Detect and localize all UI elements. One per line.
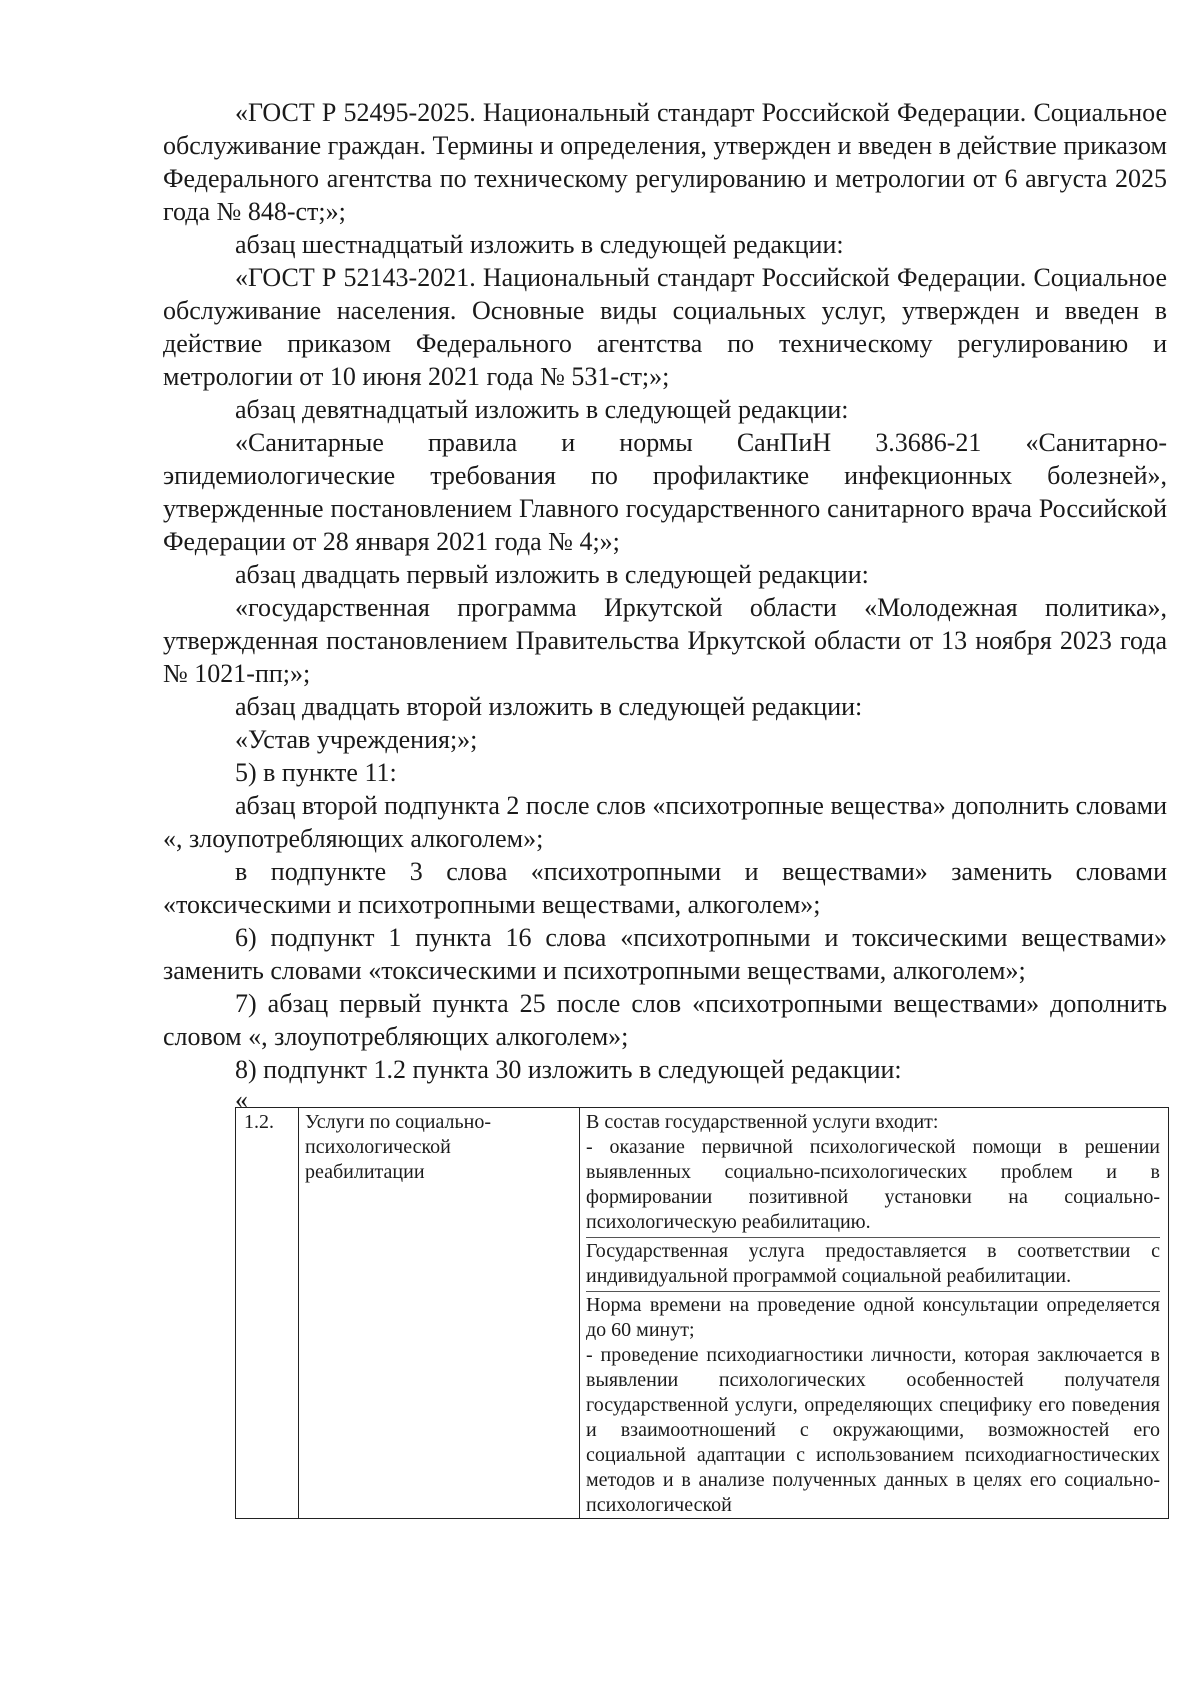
paragraph-gosprogramma: «государственная программа Иркутской области «Молодежная политика», утвержденная постановлением Правительства Иркутской области от 13 ноября 2023 года № 1021-пп;»;: [163, 593, 1167, 688]
paragraph-subpunkt-3: в подпункте 3 слова «психотропными и веществами» заменить словами «токсическими и психотропными веществами, алкоголем»;: [163, 857, 1167, 919]
service-name-cell: Услуги по социально-психологической реабилитации: [299, 1108, 580, 1519]
paragraph-punkt-30: 8) подпункт 1.2 пункта 30 изложить в следующей редакции:: [235, 1055, 902, 1084]
description-intro: В состав государственной услуги входит:: [586, 1111, 939, 1133]
paragraph-gost-52495: «ГОСТ Р 52495-2025. Национальный стандарт Российской Федерации. Социальное обслуживание граждан. Термины и определения, утвержден и введен в действие приказом Федерального агентства по техническому регулированию и метрологии от 6 августа 2025 года № 848-ст;»;: [163, 98, 1167, 226]
paragraph-ustav: «Устав учреждения;»;: [235, 725, 478, 754]
paragraph-abzac-21: абзац двадцать первый изложить в следующей редакции:: [235, 560, 869, 589]
description-item-first-aid: - оказание первичной психологической помощи в решении выявленных социально-психологических проблем и в формировании позитивной установки на социально-психологическую реабилитацию.: [586, 1136, 1160, 1233]
description-block: [586, 1110, 1160, 1235]
row-number-cell: 1.2.: [236, 1108, 299, 1519]
paragraph-punkt-16: 6) подпункт 1 пункта 16 слова «психотропными и токсическими веществами» заменить словами «токсическими и психотропными веществами, алкоголем»;: [163, 923, 1167, 985]
paragraph-punkt-25: 7) абзац первый пункта 25 после слов «психотропными веществами» дополнить словом «, злоупотребляющих алкоголем»;: [163, 989, 1167, 1051]
document-body: [163, 96, 1167, 1114]
service-description-cell: [580, 1108, 1169, 1519]
paragraph-abzac-22: абзац двадцать второй изложить в следующей редакции:: [235, 692, 863, 721]
description-block: Государственная услуга предоставляется в соответствии с индивидуальной программой социальной реабилитации.: [586, 1237, 1160, 1289]
opening-quote-mark: «: [235, 1085, 248, 1114]
paragraph-gost-52143: «ГОСТ Р 52143-2021. Национальный стандарт Российской Федерации. Социальное обслуживание населения. Основные виды социальных услуг, утвержден и введен в действие приказом Федерального агентства по техническому регулированию и метрологии от 10 июня 2021 года № 531-ст;»;: [163, 263, 1167, 391]
paragraph-punkt-11: 5) в пункте 11:: [235, 758, 397, 787]
paragraph-sanpin: «Санитарные правила и нормы СанПиН 3.3686-21 «Санитарно-эпидемиологические требования по профилактике инфекционных болезней», утвержденные постановлением Главного государственного санитарного врача Российской Федерации от 28 января 2021 года № 4;»;: [163, 428, 1167, 556]
table-row: [236, 1108, 1169, 1519]
description-time-norm: Норма времени на проведение одной консультации определяется до 60 минут;: [586, 1294, 1160, 1341]
paragraph-subpunkt-2: абзац второй подпункта 2 после слов «психотропные вещества» дополнить словами «, злоупотребляющих алкоголем»;: [163, 791, 1167, 853]
paragraph-abzac-16: абзац шестнадцатый изложить в следующей редакции:: [235, 230, 844, 259]
services-table: [235, 1107, 1169, 1519]
description-block: [586, 1291, 1160, 1518]
paragraph-abzac-19: абзац девятнадцатый изложить в следующей редакции:: [235, 395, 849, 424]
description-item-psychodiagnostics: - проведение психодиагностики личности, которая заключается в выявлении психологических особенностей получателя государственной услуги, определяющих специфику его поведения и взаимоотношений с окружающими, возможностей его социальной адаптации с использованием психодиагностических методов и в анализе полученных данных в целях его социально-психологической: [586, 1344, 1160, 1516]
